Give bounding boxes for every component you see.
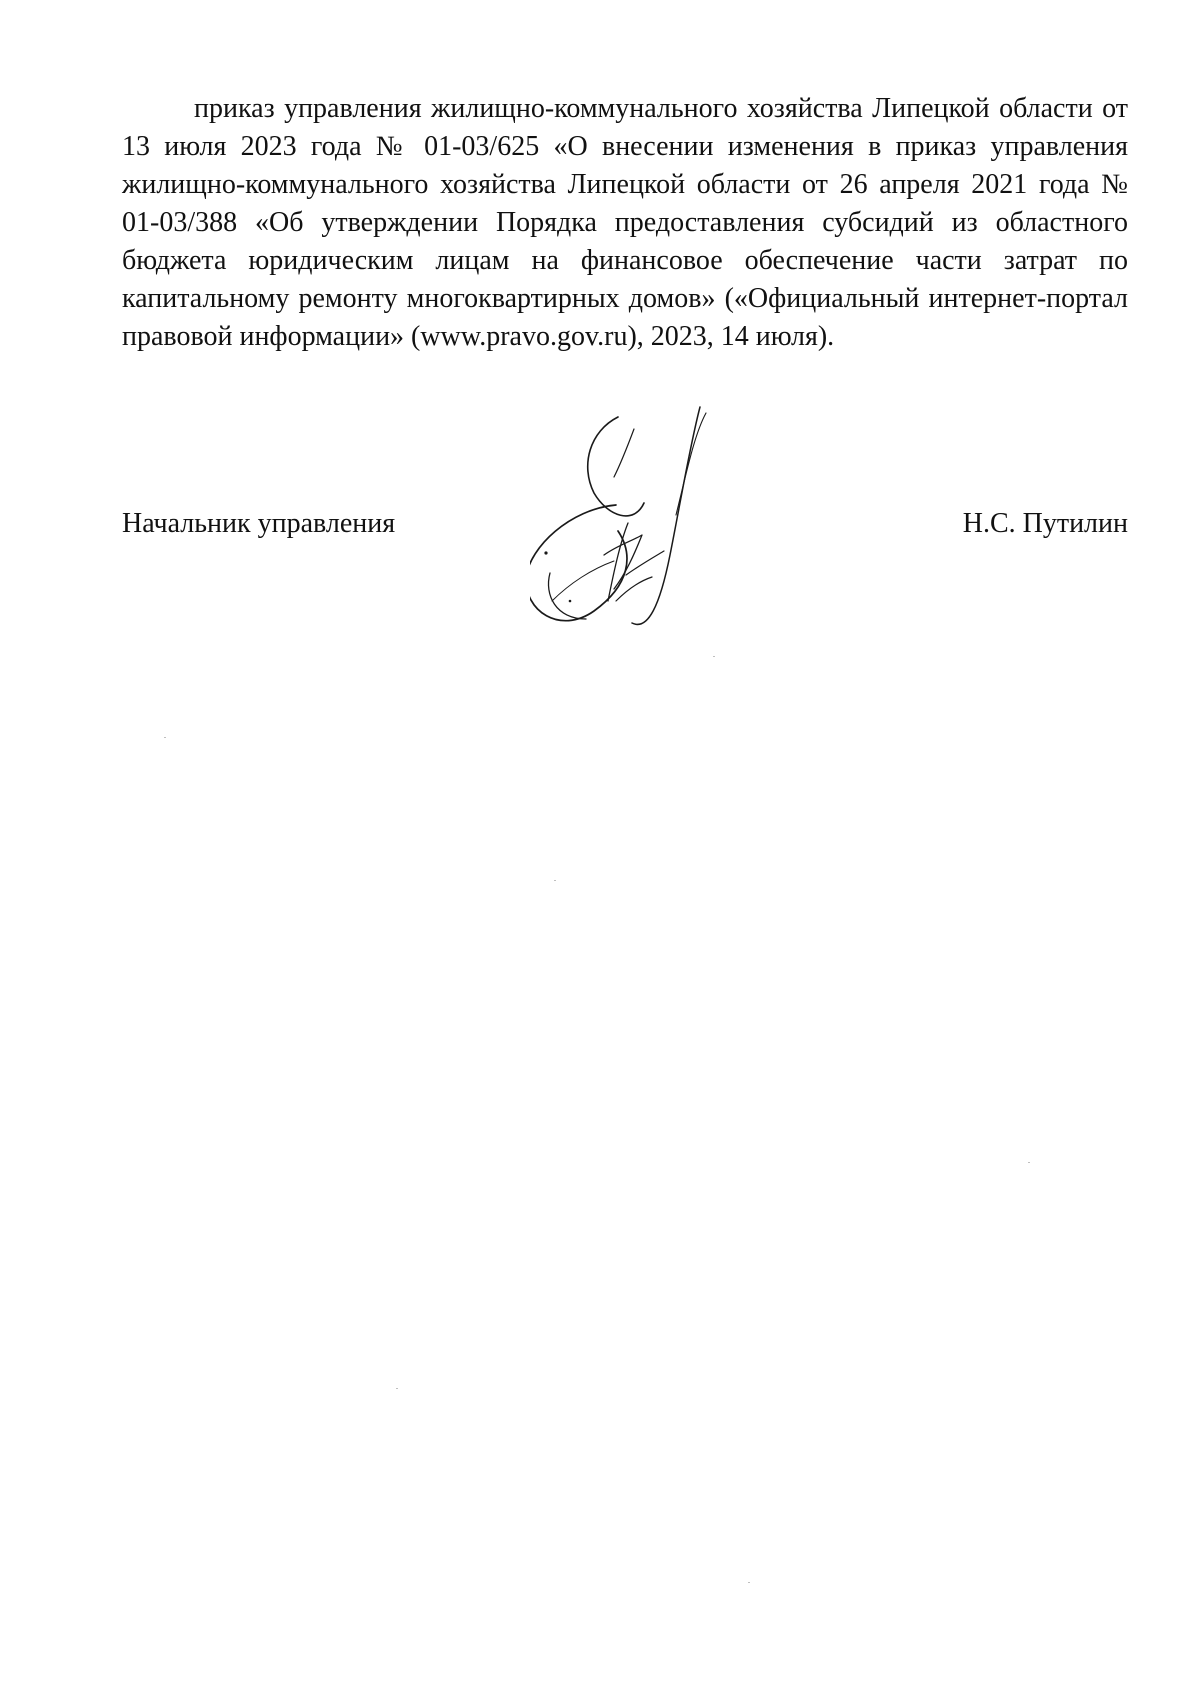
- document-paragraph: приказ управления жилищно-коммунального хозяйства Липецкой области от 13 июля 2023 года № 01-03/625 «О внесении изменения в приказ управления жилищно-коммунального хозяйства Липецкой области от 26 апреля 2021 года № 01-03/388 «Об утверждении Порядка предоставления субсидий из областного бюджета юридическим лицам на финансовое обеспечение части затрат по капитальному ремонту многоквартирных домов» («Официальный интернет-портал правовой информации» (www.pravo.gov.ru), 2023, 14 июля).: [122, 93, 1128, 352]
- scan-speck: [1028, 1162, 1030, 1163]
- scan-speck: [748, 1582, 750, 1583]
- signer-position: Начальник управления: [122, 508, 396, 539]
- scan-speck: [554, 880, 556, 881]
- scan-speck: [396, 1388, 398, 1389]
- signer-name: Н.С. Путилин: [962, 508, 1128, 539]
- handwritten-signature: [530, 405, 800, 675]
- scan-speck: [713, 656, 715, 657]
- scan-speck: [164, 737, 166, 738]
